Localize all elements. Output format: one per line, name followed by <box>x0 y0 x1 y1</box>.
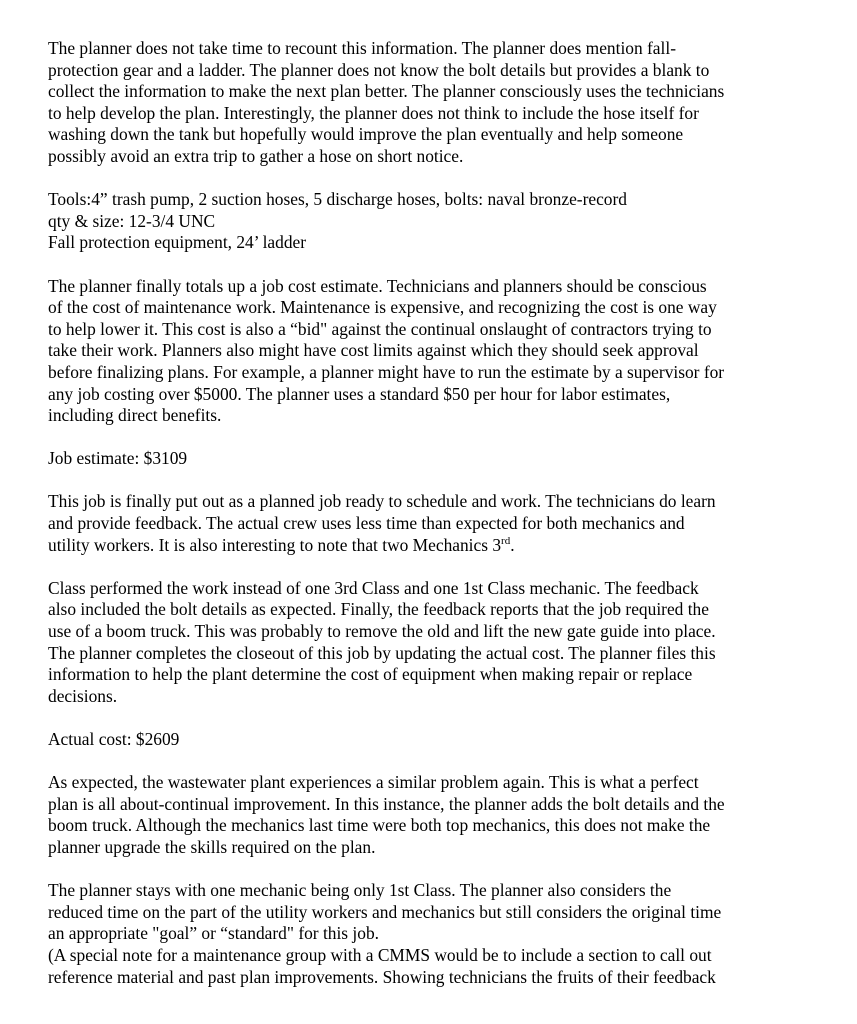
text-line: Class performed the work instead of one 3rd Class and one 1st Class mechanic. The feedback <box>48 577 699 598</box>
ordinal-superscript: rd <box>501 534 511 547</box>
text-line: before finalizing plans. For example, a planner might have to run the estimate by a supervisor for <box>48 361 725 382</box>
text-line: reference material and past plan improvements. Showing technicians the fruits of their feedback <box>48 966 716 987</box>
text-line: The planner stays with one mechanic being only 1st Class. The planner also considers the <box>48 880 672 901</box>
text-line: boom truck. Although the mechanics last time were both top mechanics, this does not make the <box>48 815 711 836</box>
text-line: and provide feedback. The actual crew uses less time than expected for both mechanics and <box>48 513 685 534</box>
text-line: to help develop the plan. Interestingly, the planner does not think to include the hose itself for <box>48 102 699 123</box>
text-line: washing down the tank but hopefully would improve the plan eventually and help someone <box>48 124 684 145</box>
text-line: including direct benefits. <box>48 405 222 426</box>
text-line: As expected, the wastewater plant experiences a similar problem again. This is what a perfect <box>48 772 699 793</box>
tools-list <box>48 189 793 254</box>
text-line: reduced time on the part of the utility workers and mechanics but still considers the original time <box>48 901 722 922</box>
text-line: an appropriate "goal” or “standard" for this job. <box>48 923 379 944</box>
paragraph-planned-job <box>48 491 793 556</box>
text-line: qty & size: 12-3/4 UNC <box>48 210 216 231</box>
text-line: protection gear and a ladder. The planner does not know the bolt details but provides a blank to <box>48 59 710 80</box>
text-line: to help lower it. This cost is also a “bid" against the continual onslaught of contractors trying to <box>48 318 712 339</box>
paragraph-mechanic-class <box>48 880 793 988</box>
text-line: any job costing over $5000. The planner uses a standard $50 per hour for labor estimates, <box>48 383 671 404</box>
text-line: decisions. <box>48 685 118 706</box>
paragraph-feedback <box>48 578 793 708</box>
text-line: possibly avoid an extra trip to gather a hose on short notice. <box>48 145 464 166</box>
text-line: Fall protection equipment, 24’ ladder <box>48 232 307 253</box>
actual-cost-line: Actual cost: $2609 <box>48 729 180 749</box>
paragraph-planner-recount <box>48 38 793 168</box>
text-line: also included the bolt details as expected. Finally, the feedback reports that the job required the <box>48 599 709 620</box>
text-line: use of a boom truck. This was probably to remove the old and lift the new gate guide into place. <box>48 621 716 642</box>
text-line: of the cost of maintenance work. Maintenance is expensive, and recognizing the cost is one way <box>48 297 717 318</box>
text-line <box>48 535 793 557</box>
text-line: take their work. Planners also might have cost limits against which they should seek approval <box>48 340 699 361</box>
text-line: The planner does not take time to recount this information. The planner does mention fall- <box>48 38 676 58</box>
text-line: The planner completes the closeout of this job by updating the actual cost. The planner files this <box>48 642 716 663</box>
paragraph-similar-problem <box>48 772 793 858</box>
job-estimate-line: Job estimate: $3109 <box>48 448 188 469</box>
text-line: (A special note for a maintenance group with a CMMS would be to include a section to call out <box>48 944 712 965</box>
text-line: Tools:4” trash pump, 2 suction hoses, 5 discharge hoses, bolts: naval bronze-record <box>48 189 627 210</box>
text-line: collect the information to make the next plan better. The planner consciously uses the technicians <box>48 81 725 102</box>
document-page <box>48 38 793 988</box>
text-line: The planner finally totals up a job cost estimate. Technicians and planners should be conscious <box>48 275 707 296</box>
text-line: plan is all about-continual improvement. In this instance, the planner adds the bolt details and the <box>48 793 725 814</box>
text-fragment: . <box>510 534 515 555</box>
text-line: This job is finally put out as a planned job ready to schedule and work. The technicians do learn <box>48 491 716 512</box>
text-fragment: utility workers. It is also interesting to note that two Mechanics 3 <box>48 534 502 555</box>
paragraph-cost-estimate <box>48 276 793 427</box>
text-line: information to help the plant determine the cost of equipment when making repair or replace <box>48 664 693 685</box>
text-line: planner upgrade the skills required on the plan. <box>48 836 376 857</box>
